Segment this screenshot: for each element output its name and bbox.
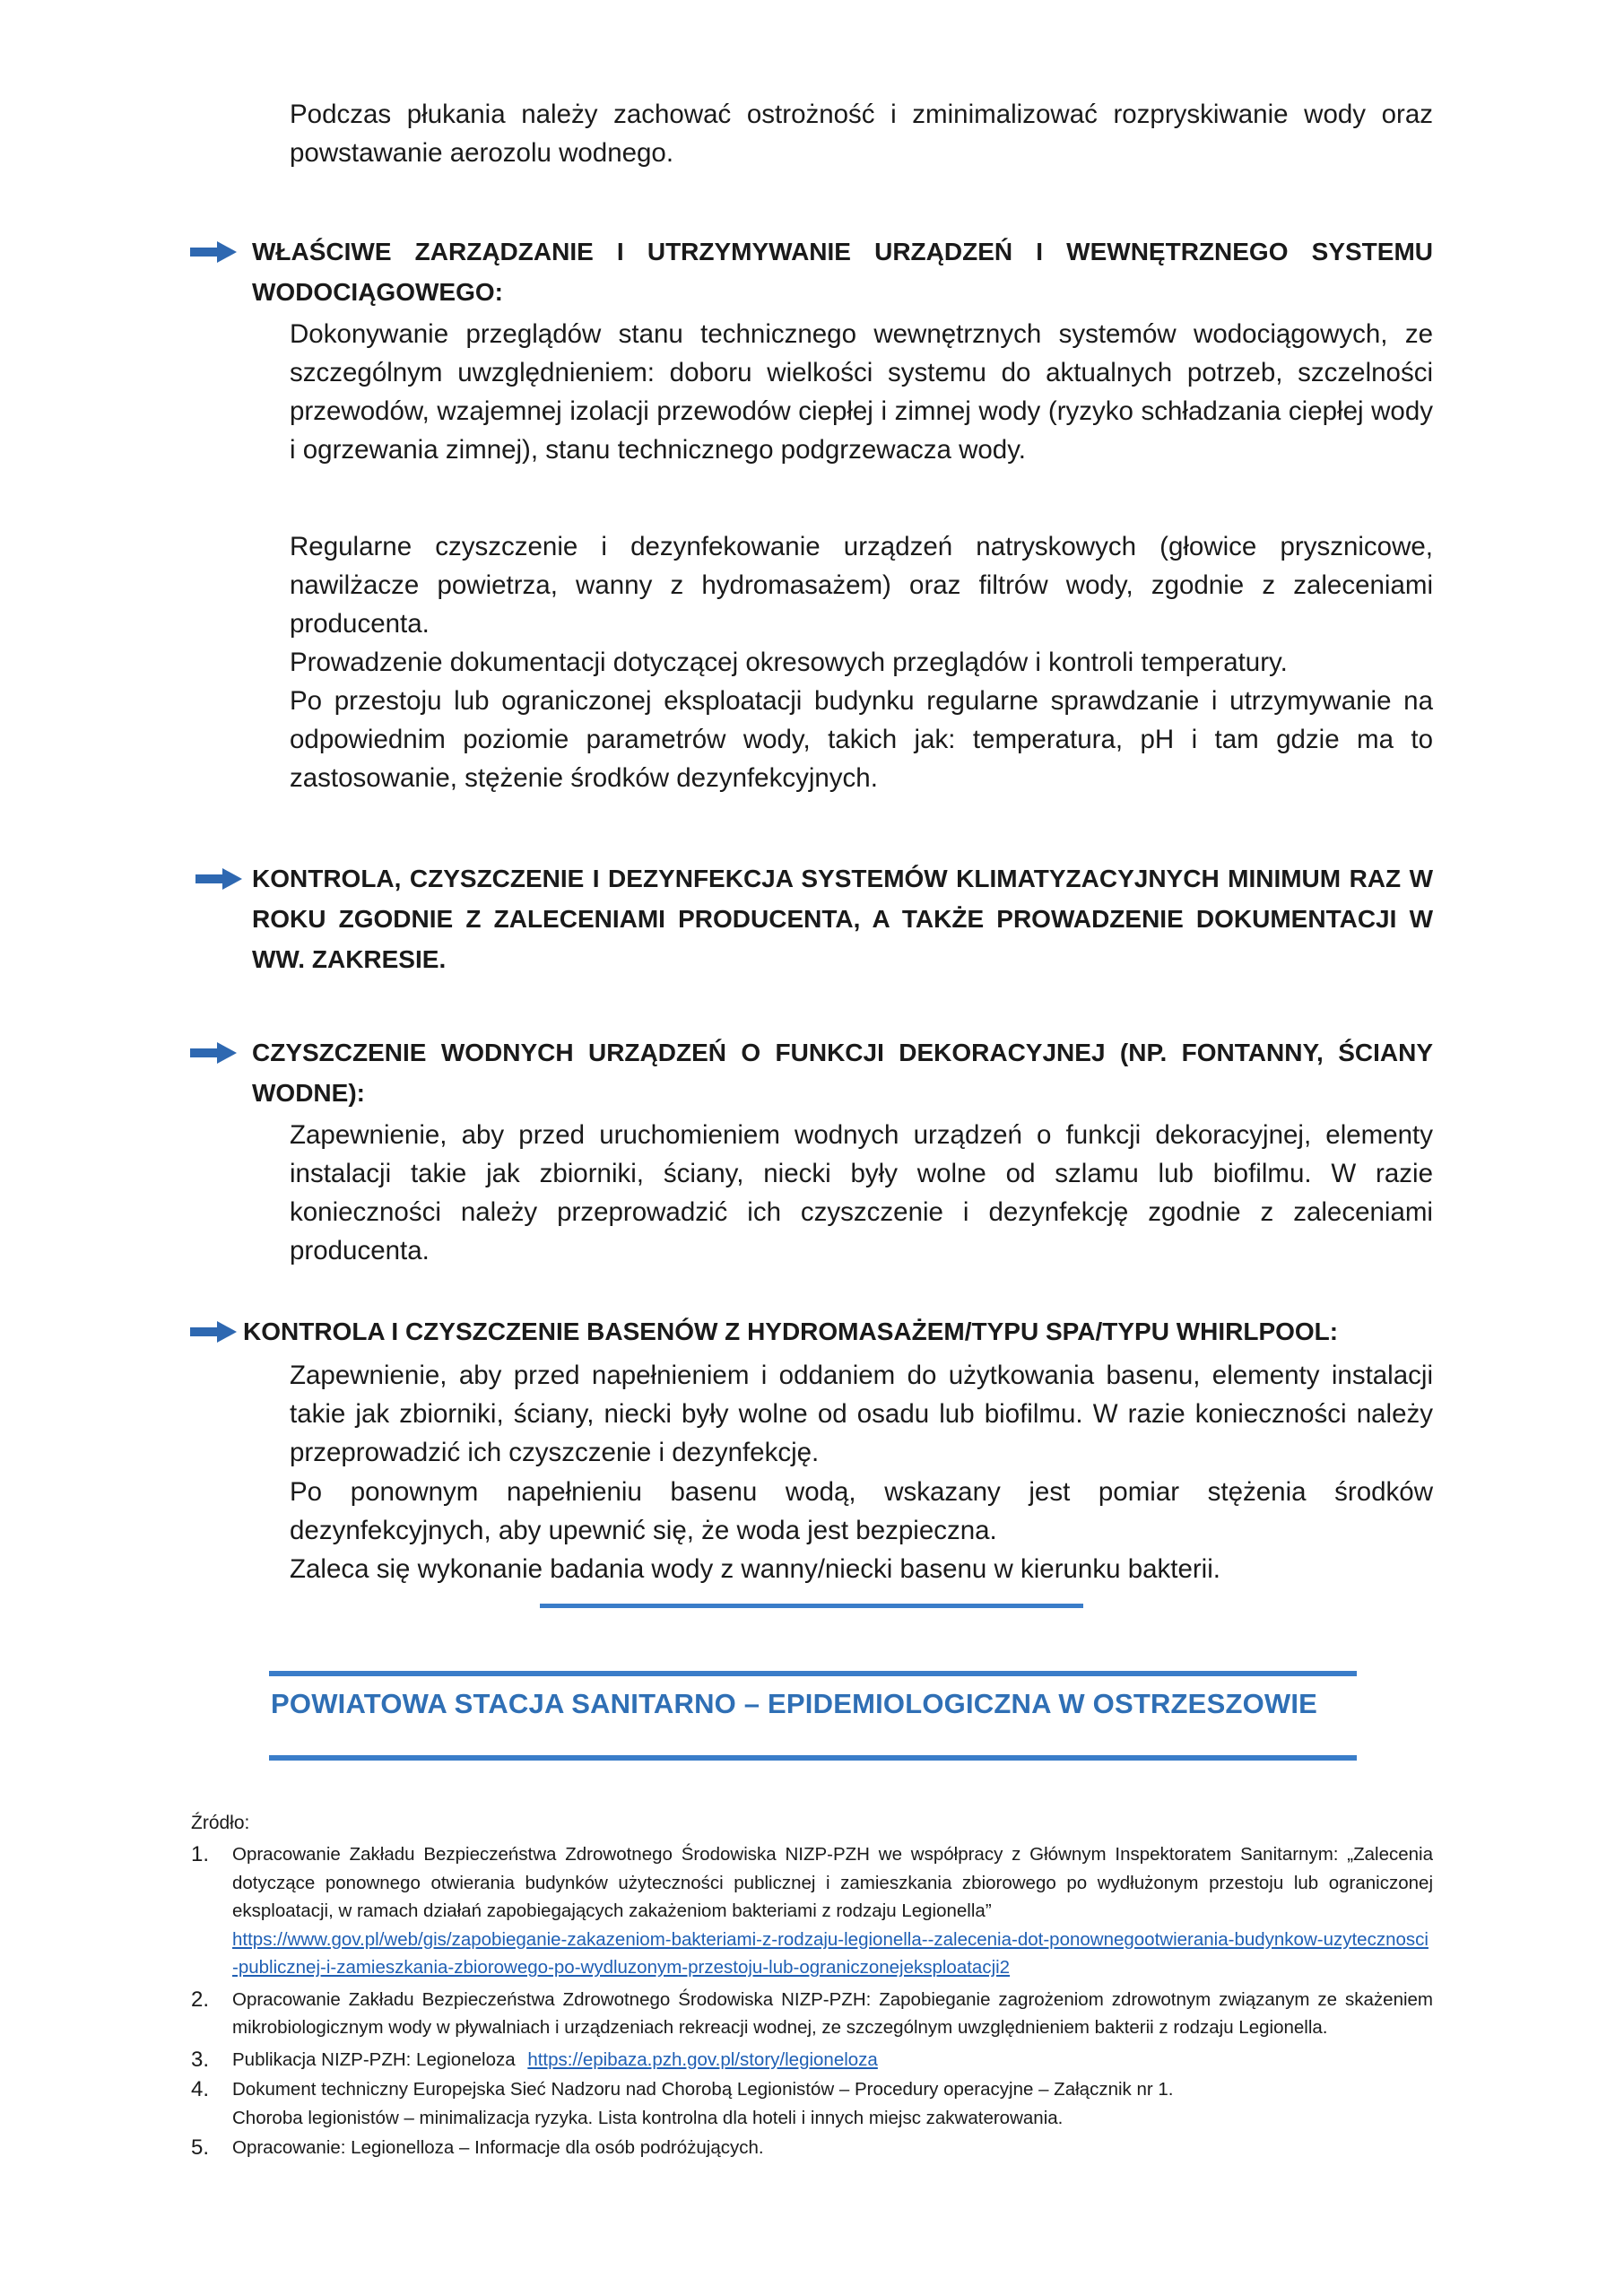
section-heading-air-conditioning: KONTROLA, CZYSZCZENIE I DEZYNFEKCJA SYSTEMÓW KLIMATYZACYJNYCH MINIMUM RAZ W ROKU ZGODNIE Z ZALECENIAMI PRODUCENTA, A TAKŻE PROWADZENIE DOKUMENTACJI W WW. ZAKRESIE. [252, 865, 1433, 973]
source-number: 5. [191, 2135, 210, 2160]
section4-paragraph-2: Po ponownym napełnieniu basenu wodą, wskazany jest pomiar stężenia środków dezynfekcyjnych, aby upewnić się, że woda jest bezpieczna. [290, 1477, 1433, 1545]
source-item [191, 1840, 1433, 1982]
source-number: 2. [191, 1987, 210, 2012]
source-number: 3. [191, 2047, 210, 2072]
section3-paragraph-1: Zapewnienie, aby przed uruchomieniem wodnych urządzeń o funkcji dekoracyjnej, elementy instalacji takie jak zbiorniki, ściany, niecki były wolne od szlamu lub biofilmu. W razie konieczności należy przeprowadzić ich czyszczenie i dezynfekcję zgodnie z zaleceniami producenta. [290, 1120, 1433, 1265]
section1-paragraph-2: Regularne czyszczenie i dezynfekowanie urządzeń natryskowych (głowice prysznicowe, nawilżacze powietrza, wanny z hydromasażem) oraz filtrów wody, zgodnie z zaleceniami producenta. [290, 532, 1433, 639]
intro-text: Podczas płukania należy zachować ostrożność i zminimalizować rozpryskiwanie wody oraz powstawanie aerozolu wodnego. [290, 100, 1433, 168]
source-text [232, 1840, 1433, 1982]
sources-label: Źródło: [191, 1813, 250, 1833]
section1-body-2 [290, 527, 1433, 797]
source-number: 4. [191, 2077, 210, 2101]
source-text: Opracowanie: Legionelloza – Informacje dla osób podróżujących. [232, 2137, 764, 2158]
sources-list [191, 1840, 1433, 2164]
intro-paragraph [290, 95, 1433, 172]
arrow-right-icon [190, 1321, 237, 1343]
source-text [232, 2075, 1433, 2132]
source-description-2: Choroba legionistów – minimalizacja ryzyka. Lista kontrolna dla hoteli i innych miejsc zakwaterowania. [232, 2107, 1064, 2128]
section-heading-pools: KONTROLA I CZYSZCZENIE BASENÓW Z HYDROMASAŻEM/TYPU SPA/TYPU WHIRLPOOL: [243, 1318, 1339, 1345]
source-item [191, 1986, 1433, 2042]
section-heading-water-system: WŁAŚCIWE ZARZĄDZANIE I UTRZYMYWANIE URZĄDZEŃ I WEWNĘTRZNEGO SYSTEMU WODOCIĄGOWEGO: [252, 238, 1433, 306]
section1-paragraph-1: Dokonywanie przeglądów stanu technicznego wewnętrznych systemów wodociągowych, ze szczególnym uwzględnieniem: doboru wielkości systemu do aktualnych potrzeb, szczelności przewodów, wzajemnej izolacji przewodów ciepłej i zimnej wody (ryzyko schładzania ciepłej wody i ogrzewania zimnej), stanu technicznego podgrzewacza wody. [290, 319, 1433, 465]
section4-paragraph-1: Zapewnienie, aby przed napełnieniem i oddaniem do użytkowania basenu, elementy instalacji takie jak zbiorniki, ściany, niecki były wolne od osadu lub biofilmu. W razie konieczności należy przeprowadzić ich czyszczenie i dezynfekcję. [290, 1361, 1433, 1467]
source-description: Publikacja NIZP-PZH: Legioneloza [232, 2048, 516, 2070]
arrow-right-icon [190, 1042, 237, 1064]
source-description: Opracowanie Zakładu Bezpieczeństwa Zdrowotnego Środowiska NIZP-PZH we współpracy z Głównym Inspektoratem Sanitarnym: „Zalecenia dotyczące ponownego otwierania budynków użyteczności publicznej i zamieszkania zbiorowego po wydłużonym przestoju lub ograniczonej eksploatacji, w ramach działań zapobiegających zakażeniom bakteriami z rodzaju Legionella” [232, 1844, 1433, 1921]
section3-body [290, 1116, 1433, 1270]
source-item [191, 2134, 1433, 2162]
section1-body [290, 315, 1433, 469]
source-description: Dokument techniczny Europejska Sieć Nadzoru nad Chorobą Legionistów – Procedury operacyjne – Załącznik nr 1. [232, 2079, 1174, 2100]
source-text: Opracowanie Zakładu Bezpieczeństwa Zdrowotnego Środowiska NIZP-PZH: Zapobieganie zagrożeniom zdrowotnym związanym ze skażeniem mikrobiologicznym wody w pływalniach i urządzeniach rekreacji wodnej, ze szczególnym uwzględnieniem bakterii z rodzaju Legionella. [232, 1988, 1433, 2038]
station-name: POWIATOWA STACJA SANITARNO – EPIDEMIOLOGICZNA W OSTRZESZOWIE [271, 1688, 1318, 1719]
source-item [191, 2046, 1433, 2074]
banner-bottom-rule [269, 1755, 1357, 1761]
arrow-right-icon [195, 868, 242, 890]
section4-paragraph-3: Zaleca się wykonanie badania wody z wanny/niecki basenu w kierunku bakterii. [290, 1554, 1220, 1584]
banner-top-rule [269, 1671, 1357, 1676]
source-text [232, 2046, 1433, 2074]
section1-paragraph-3: Prowadzenie dokumentacji dotyczącej okresowych przeglądów i kontroli temperatury. [290, 648, 1288, 677]
source-link[interactable]: https://epibaza.pzh.gov.pl/story/legioneloza [527, 2048, 878, 2070]
source-link[interactable]: https://www.gov.pl/web/gis/zapobieganie-zakazeniom-bakteriami-z-rodzaju-legionella--zalecenia-dot-ponownegootwierania-budynkow-uzytecznosci-publicznej-i-zamieszkania-zbiorowego-po-wydluzonym-przestoju-lub-ograniczonejeksploatacji2 [232, 1928, 1429, 1978]
section-divider [540, 1604, 1083, 1608]
arrow-right-icon [190, 241, 237, 263]
section-heading-decorative-water: CZYSZCZENIE WODNYCH URZĄDZEŃ O FUNKCJI DEKORACYJNEJ (NP. FONTANNY, ŚCIANY WODNE): [252, 1039, 1433, 1107]
source-number: 1. [191, 1842, 210, 1866]
section4-body [290, 1356, 1433, 1588]
source-item [191, 2075, 1433, 2132]
section1-paragraph-4: Po przestoju lub ograniczonej eksploatacji budynku regularne sprawdzanie i utrzymywanie na odpowiednim poziomie parametrów wody, takich jak: temperatura, pH i tam gdzie ma to zastosowanie, stężenie środków dezynfekcyjnych. [290, 686, 1433, 793]
